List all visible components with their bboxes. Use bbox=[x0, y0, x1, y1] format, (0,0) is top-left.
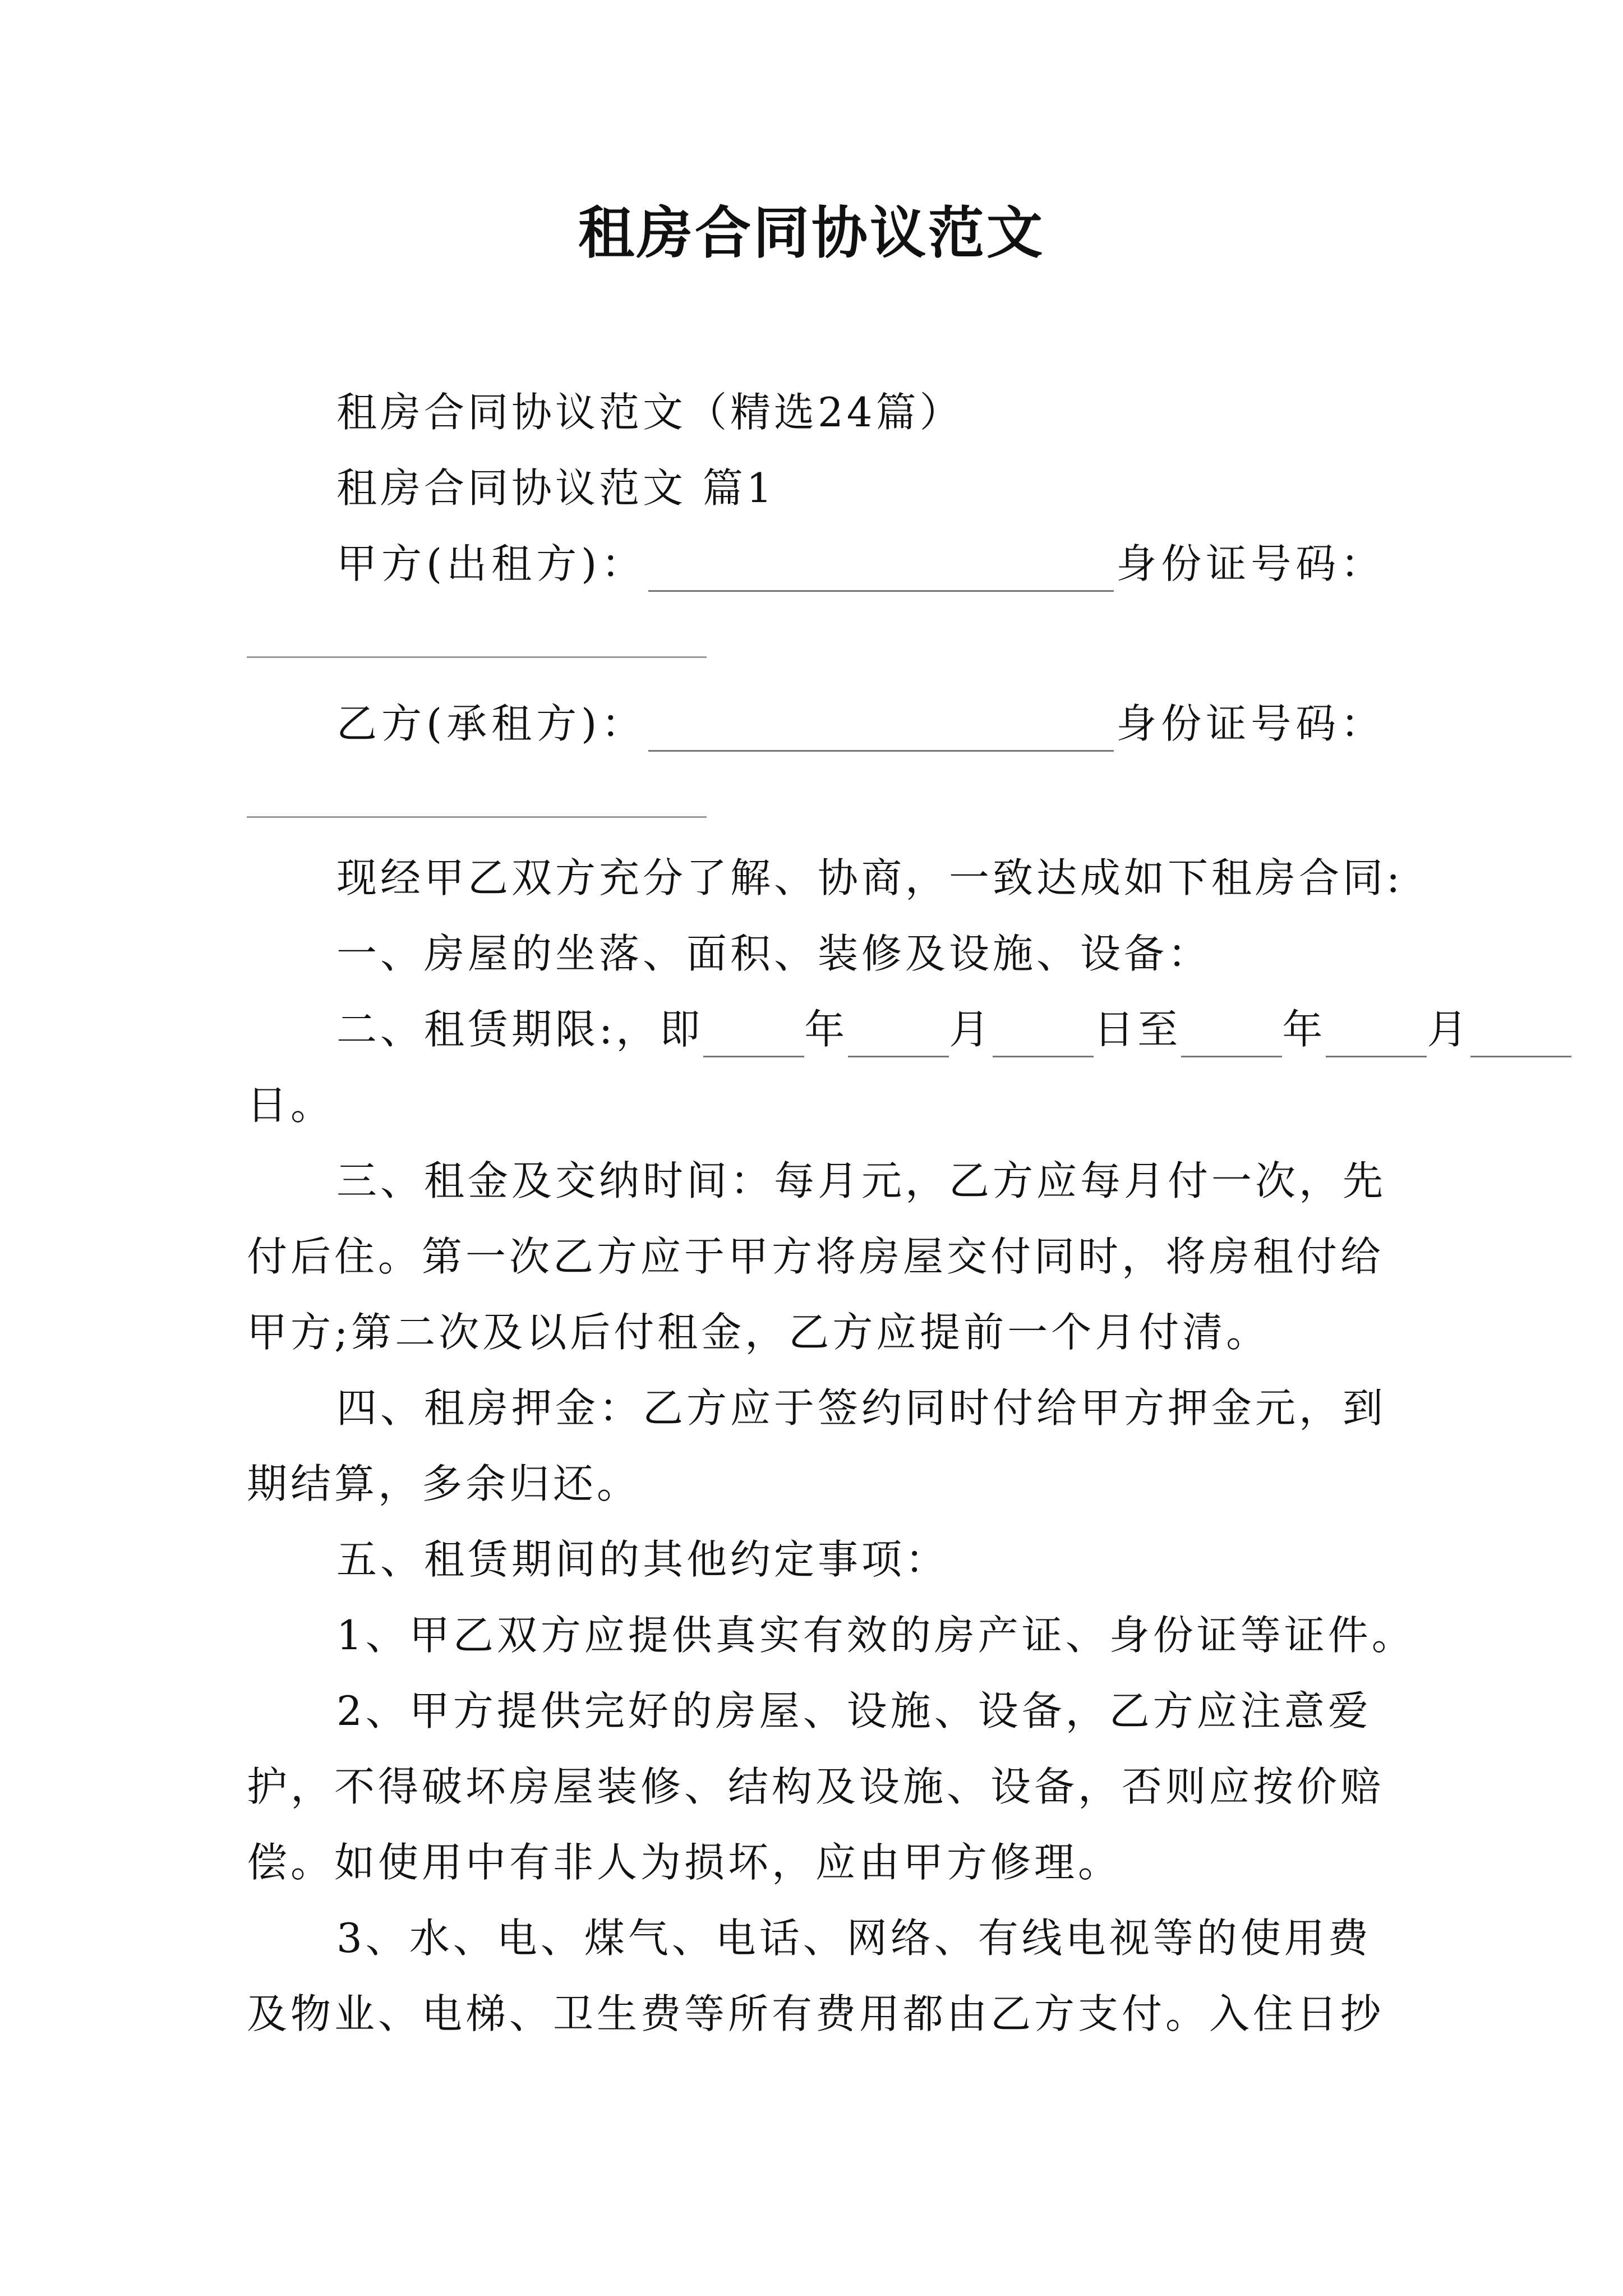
end-day-blank bbox=[1470, 1016, 1571, 1057]
year-label: 年 bbox=[1282, 1006, 1326, 1053]
party-b-id-label: 身份证号码： bbox=[1116, 700, 1386, 747]
chapter-heading: 租房合同协议范文 篇1 bbox=[336, 464, 776, 512]
end-year-blank bbox=[1181, 1016, 1282, 1057]
item-3-line-2: 及物业、电梯、卫生费等所有费用都由乙方支付。入住日抄 bbox=[247, 1990, 1385, 2037]
clause-4-line-2: 期结算，多余归还。 bbox=[247, 1460, 641, 1507]
document-title: 租房合同协议范文 bbox=[578, 200, 1045, 266]
clause-2-prefix: 二、租赁期限:，即 bbox=[336, 1006, 704, 1053]
clause-5: 五、租赁期间的其他约定事项： bbox=[336, 1536, 949, 1583]
party-a-line bbox=[336, 536, 1385, 592]
document-subtitle: 租房合同协议范文（精选24篇） bbox=[336, 389, 963, 436]
clause-1: 一、房屋的坐落、面积、装修及设施、设备： bbox=[336, 930, 1212, 977]
year-label: 年 bbox=[804, 1006, 849, 1053]
party-b-blank bbox=[648, 711, 1114, 752]
clause-3-line-1: 三、租金及交纳时间：每月元，乙方应每月付一次，先 bbox=[336, 1157, 1387, 1204]
party-a-id-label: 身份证号码： bbox=[1116, 540, 1386, 587]
party-a-id-blank bbox=[247, 656, 707, 658]
item-2-line-3: 偿。如使用中有非人为损坏，应由甲方修理。 bbox=[247, 1839, 1122, 1886]
item-1: 1、甲乙双方应提供真实有效的房产证、身份证等证件。 bbox=[336, 1612, 1415, 1659]
party-b-line bbox=[336, 696, 1385, 752]
party-b-id-blank bbox=[247, 816, 707, 818]
month-label: 月 bbox=[1427, 1006, 1471, 1053]
start-day-blank bbox=[993, 1016, 1094, 1057]
item-2-line-1: 2、甲方提供完好的房屋、设施、设备，乙方应注意爱 bbox=[336, 1687, 1372, 1734]
end-month-blank bbox=[1326, 1016, 1427, 1057]
clause-4-line-1: 四、租房押金：乙方应于签约同时付给甲方押金元，到 bbox=[336, 1384, 1387, 1432]
day-to-label: 日至 bbox=[1094, 1006, 1182, 1053]
item-2-line-2: 护，不得破坏房屋装修、结构及设施、设备，否则应按价赔 bbox=[247, 1763, 1385, 1810]
party-b-label: 乙方(承租方)： bbox=[336, 700, 647, 747]
item-3-line-1: 3、水、电、煤气、电话、网络、有线电视等的使用费 bbox=[336, 1915, 1372, 1962]
start-year-blank bbox=[703, 1016, 804, 1057]
month-label: 月 bbox=[949, 1006, 993, 1053]
start-month-blank bbox=[848, 1016, 949, 1057]
party-a-blank bbox=[648, 551, 1114, 592]
clause-3-line-3: 甲方;第二次及以后付租金，乙方应提前一个月付清。 bbox=[247, 1309, 1270, 1356]
party-a-label: 甲方(出租方)： bbox=[336, 540, 647, 587]
clause-2-line-2: 日。 bbox=[247, 1082, 335, 1129]
clause-2-line-1 bbox=[336, 1001, 1571, 1057]
intro-paragraph: 现经甲乙双方充分了解、协商，一致达成如下租房合同: bbox=[336, 854, 1404, 901]
clause-3-line-2: 付后住。第一次乙方应于甲方将房屋交付同时，将房租付给 bbox=[247, 1233, 1385, 1280]
